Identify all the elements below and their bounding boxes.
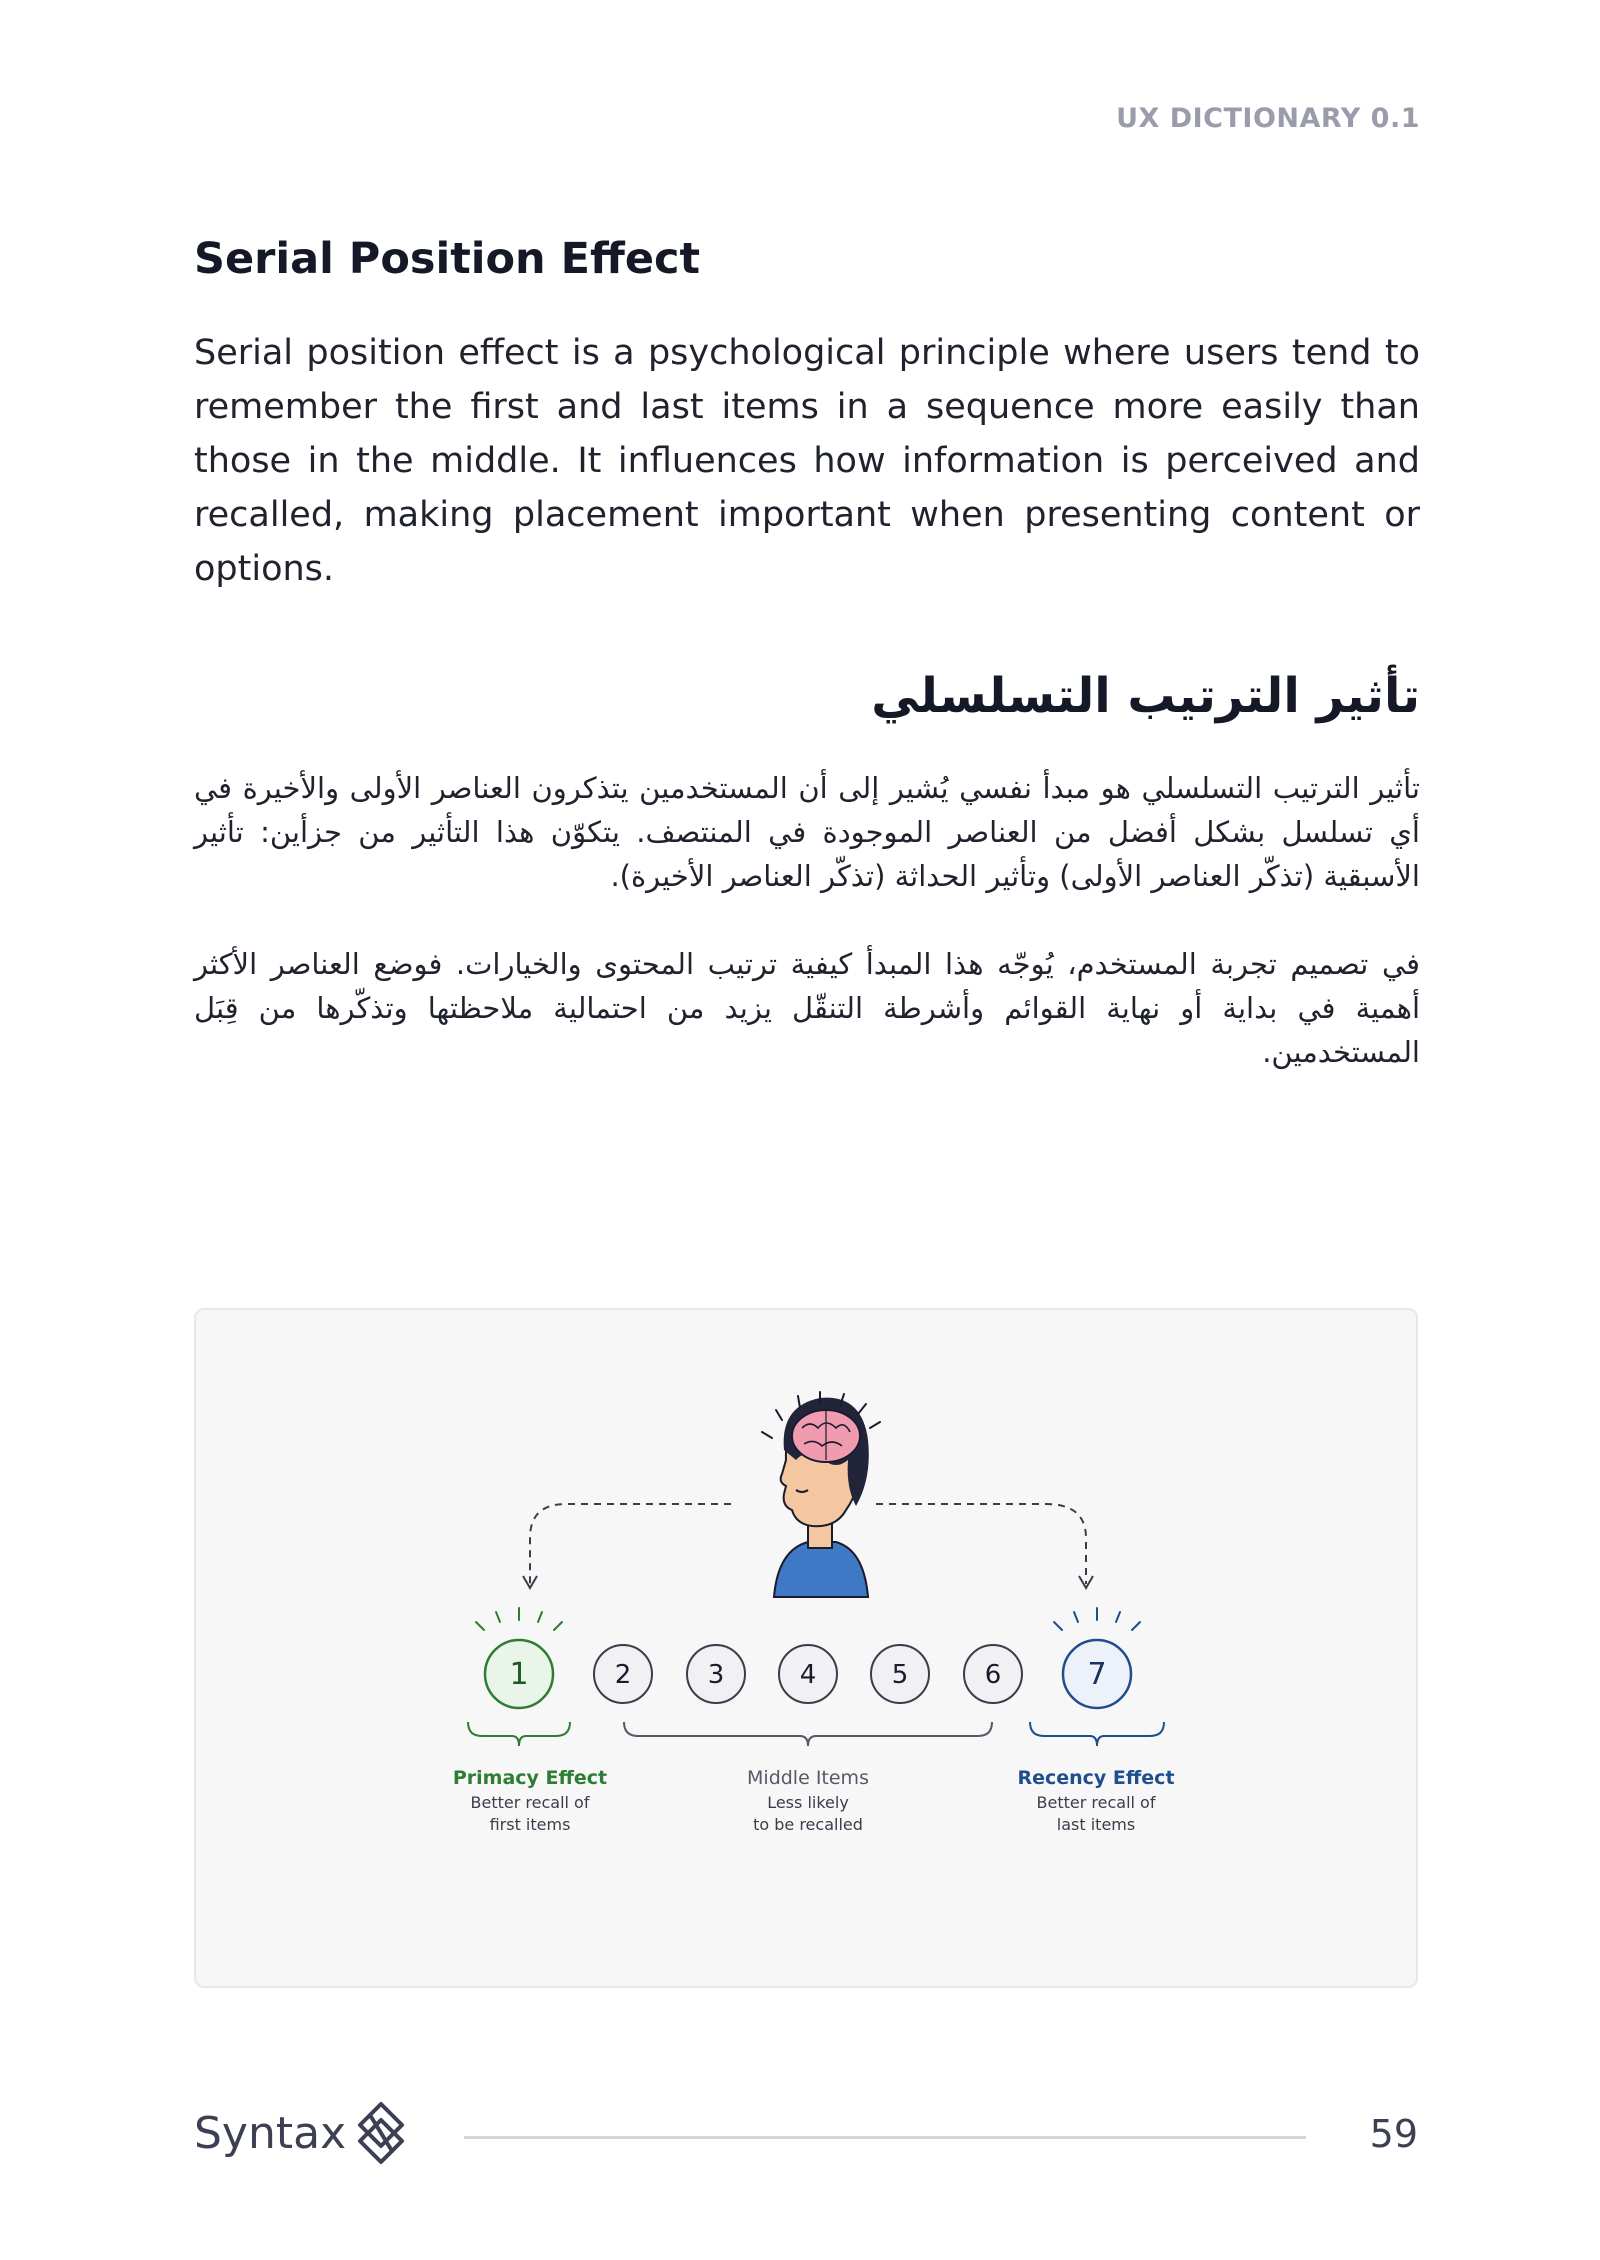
item-circle-5	[871, 1645, 929, 1703]
recency-line-1: Better recall of	[1036, 1793, 1156, 1812]
item-circle-1	[485, 1640, 553, 1708]
item-circle-4	[779, 1645, 837, 1703]
item-circle-7	[1063, 1640, 1131, 1708]
sequence-items	[485, 1640, 1131, 1708]
middle-title: Middle Items	[747, 1767, 869, 1789]
item-label-7: 7	[1087, 1657, 1107, 1692]
brand-name: Syntax	[194, 2107, 347, 2159]
item-circle-3	[687, 1645, 745, 1703]
syntax-logo-icon	[354, 2100, 408, 2166]
first-item-sparks	[476, 1608, 562, 1630]
primacy-title: Primacy Effect	[452, 1767, 608, 1789]
arrow-to-last	[876, 1504, 1086, 1584]
primacy-line-1: Better recall of	[470, 1793, 590, 1812]
recency-line-2: last items	[1056, 1815, 1136, 1834]
item-label-6: 6	[984, 1660, 1002, 1690]
brain-icon	[792, 1410, 860, 1462]
arabic-title: تأثير الترتيب التسلسلي	[871, 668, 1420, 724]
document-header-tag: UX DICTIONARY 0.1	[1116, 103, 1420, 134]
arabic-paragraph-2: في تصميم تجربة المستخدم، يُوجّه هذا المبدأ كيفية ترتيب المحتوى والخيارات. فوضع العناصر الأكثر أهمية في بداية أو نهاية القوائم وأشرطة التنقّل يزيد من احتمالية ملاحظتها وتذكّرها من قِبَل المستخدمين.	[194, 947, 1420, 1069]
arrow-to-first	[530, 1504, 731, 1584]
syntax-logo	[194, 2100, 408, 2166]
item-label-1: 1	[509, 1657, 529, 1692]
english-body: Serial position effect is a psychological principle where users tend to remember the first and last items in a sequence more easily than those in the middle. It influences how information is perceived and recalled, making placement important when presenting content or options.	[194, 333, 1420, 589]
serial-position-illustration	[194, 1308, 1418, 1988]
middle-line-2: to be recalled	[753, 1815, 863, 1834]
footer-divider	[464, 2136, 1306, 2139]
middle-line-1: Less likely	[767, 1793, 849, 1812]
recency-title: Recency Effect	[1017, 1767, 1175, 1789]
english-title: Serial Position Effect	[194, 234, 701, 284]
item-label-4: 4	[799, 1660, 817, 1690]
page-number: 59	[1369, 2112, 1418, 2156]
recency-brace	[1030, 1722, 1164, 1746]
item-circle-6	[964, 1645, 1022, 1703]
item-label-3: 3	[707, 1660, 725, 1690]
item-circle-2	[594, 1645, 652, 1703]
primacy-line-2: first items	[489, 1815, 571, 1834]
item-label-5: 5	[891, 1660, 909, 1690]
item-label-2: 2	[614, 1660, 632, 1690]
illustration-canvas	[196, 1310, 1420, 1990]
middle-brace	[624, 1722, 992, 1746]
arabic-paragraph-1: تأثير الترتيب التسلسلي هو مبدأ نفسي يُشير إلى أن المستخدمين يتذكرون العناصر الأولى والأخيرة في أي تسلسل بشكل أفضل من العناصر الموجودة في المنتصف. يتكوّن هذا التأثير من جزأين: تأثير الأسبقية (تذكّر العناصر الأولى) وتأثير الحداثة (تذكّر العناصر الأخيرة).	[194, 771, 1420, 893]
primacy-brace	[468, 1722, 570, 1746]
last-item-sparks	[1054, 1608, 1140, 1630]
